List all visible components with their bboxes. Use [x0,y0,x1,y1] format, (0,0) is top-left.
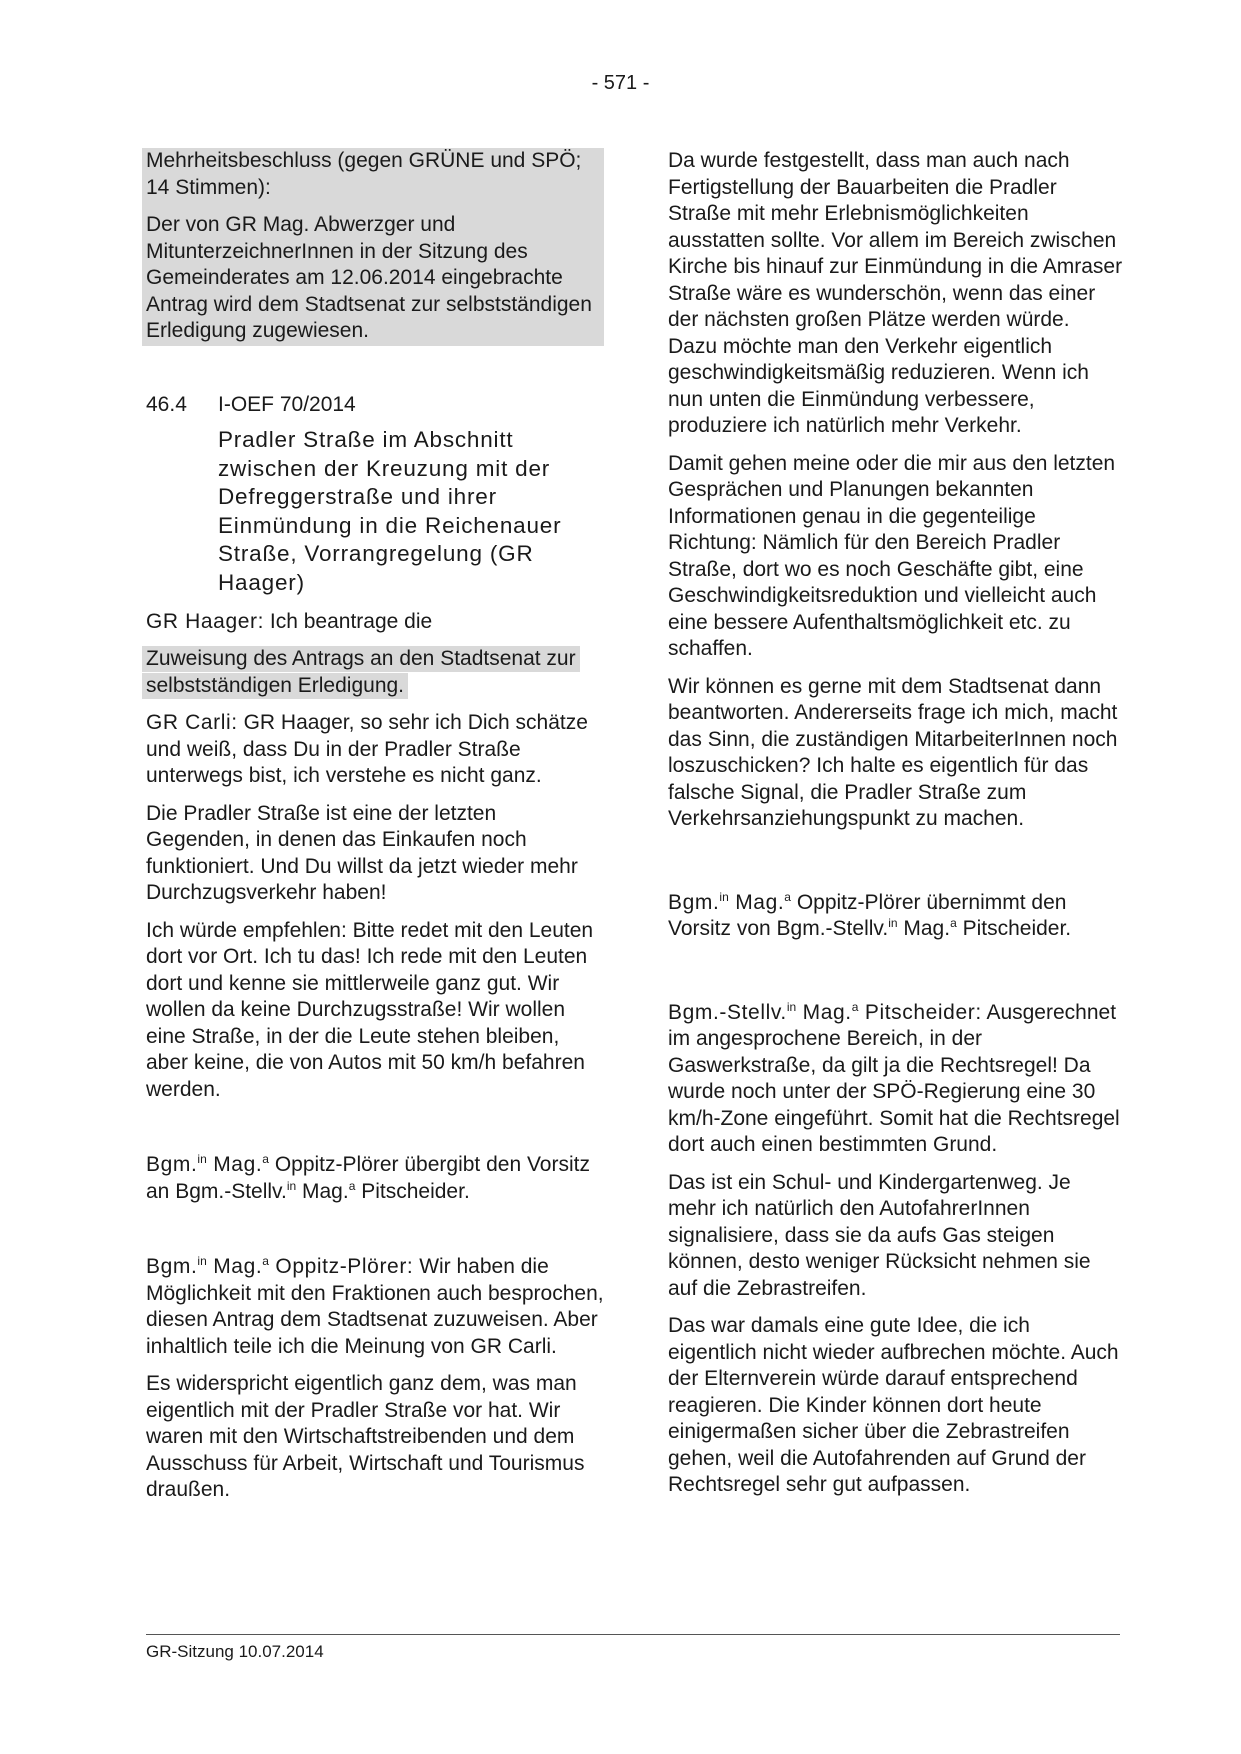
carli-paragraph-3: Ich würde empfehlen: Bitte redet mit den Leuten dort vor Ort. Ich tu das! Ich rede mit den Leuten dort und kenne sie mittlerweile ganz gut. Wir wollen da keine Durchzugsstraße! Wir wollen eine Straße, in der die Leute stehen bleiben, aber keine, die von Autos mit 50 km/h befahren werden. [146,918,594,1101]
speaker-name: Oppitz-Plörer: [268,1255,414,1279]
speaker-name: GR Carli: [146,711,238,735]
chair-takeover-note: Bgm.$^{in}$ Mag.$^a$ Oppitz-Plörer übernimmt den Vorsitz von Bgm.-Stellv.$^{in}$ Mag.$^a$ Pitscheider. [668,889,1072,940]
pitscheider-paragraph-3: Das war damals eine gute Idee, die ich eigentlich nicht wieder aufbrechen möchte. Auch der Elternverein würde darauf entsprechend reagieren. Die Kinder können dort heute einigermaßen sicher über die Zebrastreifen gehen, weil die Autofahrenden auf Grund der Rechtsregel sehr gut aufpassen. [668,1314,1119,1496]
speaker-name: GR Haager: [146,609,265,633]
page-number: - 571 - [591,72,650,94]
carli-paragraph-2: Die Pradler Straße ist eine der letzten Gegenden, in denen das Einkaufen noch funktioniert. Und Du willst da jetzt wieder mehr Durchzugsverkehr haben! [146,801,578,905]
decision-box [142,148,604,346]
agenda-item-number: 46.4 [146,392,187,416]
agenda-item-code: I-OEF 70/2014 [218,392,356,416]
haager-statement: GR Haager: Ich beantrage die [146,609,433,633]
speaker-name: Pitscheider: [858,1000,982,1024]
chair-handover-note: Bgm.$^{in}$ Mag.$^a$ Oppitz-Plörer übergibt den Vorsitz an Bgm.-Stellv.$^{in}$ Mag.$^a$ Pitscheider. [146,1152,590,1203]
decision-intro: Mehrheitsbeschluss (gegen GRÜNE und SPÖ; 14 Stimmen): [146,149,582,199]
oppitz-paragraph-5: Wir können es gerne mit dem Stadtsenat dann beantworten. Andererseits frage ich mich, macht das Sinn, die zuständigen MitarbeiterInnen noch loszuschicken? Ich halte es eigentlich für das falsche Signal, die Pradler Straße zum Verkehrsanziehungspunkt zu machen. [668,674,1118,830]
left-column [146,148,604,1515]
footer-divider [146,1634,1120,1635]
agenda-item-title: Pradler Straße im Abschnitt zwischen der Kreuzung mit der Defreggerstraße und ihrer Einmündung in die Reichenauer Straße, Vorrangregelung (GR Haager) [218,427,562,595]
oppitz-paragraph-4: Damit gehen meine oder die mir aus den letzten Gesprächen und Planungen bekannten Informationen genau in die gegenteilige Richtung: Nämlich für den Bereich Pradler Straße, dort wo es noch Geschäfte gibt, eine Geschwindigkeitsreduktion und vielleicht auch eine bessere Aufenthaltsmöglichkeit etc. zu schaffen. [668,451,1116,660]
oppitz-paragraph-2: Es widerspricht eigentlich ganz dem, was man eigentlich mit der Pradler Straße vor hat. Wir waren mit den Wirtschaftstreibenden und dem Ausschuss für Arbeit, Wirtschaft und Tourismus draußen. [146,1372,585,1502]
pitscheider-statement: Bgm.-Stellv.$^{in}$ Mag.$^a$ Pitscheider: Ausgerechnet im angesprochene Bereich, in der Gaswerkstraße, da gilt ja die Rechtsregel! Da wurde noch unter der SPÖ-Regierung eine 30 km/h-Zone eingeführt. Somit hat die Rechtsregel dort auch einen bestimmten Grund. [668,999,1120,1156]
decision-text: Der von GR Mag. Abwerzger und MitunterzeichnerInnen in der Sitzung des Gemeinderates am 12.06.2014 eingebrachte Antrag wird dem Stadtsenat zur selbstständigen Erledigung zugewiesen. [146,213,592,342]
carli-statement: GR Carli: GR Haager, so sehr ich Dich schätze und weiß, dass Du in der Pradler Straße unterwegs bist, ich verstehe es nicht ganz. [146,711,588,788]
right-column [668,148,1124,1510]
pitscheider-paragraph-2: Das ist ein Schul- und Kindergartenweg. Je mehr ich natürlich den AutofahrerInnen signalisiere, dass sie da aufs Gas steigen können, desto weniger Rücksicht nehmen sie auf die Zebrastreifen. [668,1170,1091,1300]
oppitz-paragraph-3: Da wurde festgestellt, dass man auch nach Fertigstellung der Bauarbeiten die Pradler Straße mit mehr Erlebnismöglichkeiten ausstatten sollte. Vor allem im Bereich zwischen Kirche bis hinauf zur Einmündung in die Amraser Straße wäre es wunderschön, wenn das einer der nächsten großen Plätze werden würde. Dazu möchte man den Verkehr eigentlich geschwindigkeitsmäßig reduzieren. Wenn ich nun unten die Einmündung verbessere, produziere ich natürlich mehr Verkehr. [668,149,1123,437]
footer-text: GR-Sitzung 10.07.2014 [146,1642,324,1661]
motion-text: Zuweisung des Antrags an den Stadtsenat zur selbstständigen Erledigung. [142,646,580,699]
oppitz-statement: Bgm.$^{in}$ Mag.$^a$ Oppitz-Plörer: Wir haben die Möglichkeit mit den Fraktionen auch besprochen, diesen Antrag dem Stadtsenat zuzuweisen. Aber inhaltlich teile ich die Meinung von GR Carli. [146,1254,604,1358]
agenda-item-header [146,392,604,419]
